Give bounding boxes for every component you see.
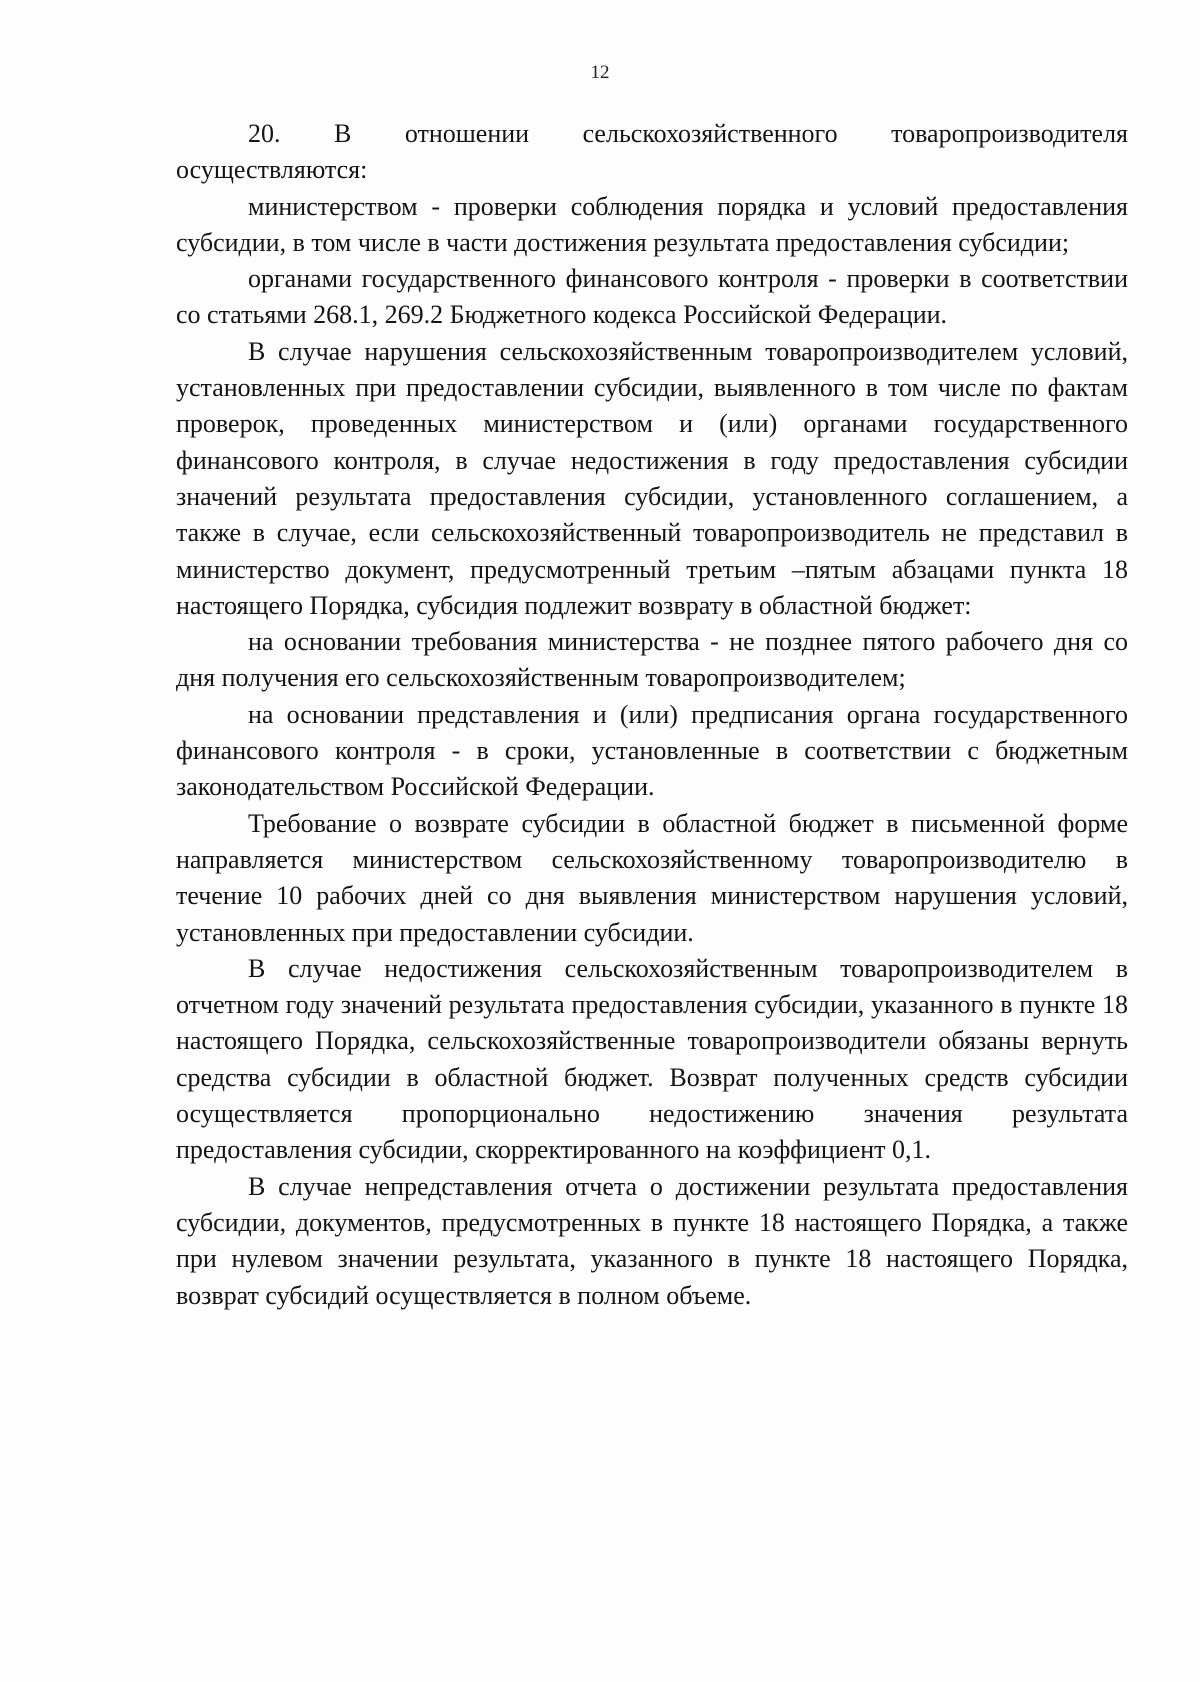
paragraph-underachievement: В случае недостижения сельскохозяйственным товаропроизводителем в отчетном году значений результата предоставления субсидии, указанного в пункте 18 настоящего Порядка, сельскохозяйственные товаропроизводители обязаны вернуть средства субсидии в областной бюджет. Возврат полученных средств субсидии осуществляется пропорционально недостижению значения результата предоставления субсидии, скорректированного на коэффициент 0,1.: [176, 953, 1128, 1165]
paragraph-control-order: на основании представления и (или) предписания органа государственного финансового контроля - в сроки, установленные в соответствии с бюджетным законодательством Российской Федерации.: [176, 699, 1128, 802]
paragraph-item-20: 20. В отношении сельскохозяйственного товаропроизводителя осуществляются:: [176, 119, 1128, 185]
document-body: [176, 116, 1128, 1314]
paragraph-written-requirement: Требование о возврате субсидии в областной бюджет в письменной форме направляется министерством сельскохозяйственному товаропроизводителю в течение 10 рабочих дней со дня выявления министерством нарушения условий, установленных при предоставлении субсидии.: [176, 808, 1128, 947]
paragraph-violation-return: В случае нарушения сельскохозяйственным товаропроизводителем условий, установленных при предоставлении субсидии, выявленного в том числе по фактам проверок, проведенных министерством и (или) органами государственного финансового контроля, в случае недостижения в году предоставления субсидии значений результата предоставления субсидии, установленного соглашением, а также в случае, если сельскохозяйственный товаропроизводитель не представил в министерство документ, предусмотренный третьим –пятым абзацами пункта 18 настоящего Порядка, субсидия подлежит возврату в областной бюджет:: [176, 336, 1128, 620]
paragraph-full-return: В случае непредставления отчета о достижении результата предоставления субсидии, документов, предусмотренных в пункте 18 настоящего Порядка, а также при нулевом значении результата, указанного в пункте 18 настоящего Порядка, возврат субсидий осуществляется в полном объеме.: [176, 1171, 1128, 1310]
paragraph-ministry-checks: министерством - проверки соблюдения порядка и условий предоставления субсидии, в том числе в части достижения результата предоставления субсидии;: [176, 191, 1128, 257]
paragraph-financial-control-checks: органами государственного финансового контроля - проверки в соответствии со статьями 268.1, 269.2 Бюджетного кодекса Российской Федерации.: [176, 264, 1128, 330]
paragraph-ministry-requirement: на основании требования министерства - не позднее пятого рабочего дня со дня получения его сельскохозяйственным товаропроизводителем;: [176, 627, 1128, 693]
page-number: 12: [590, 62, 610, 83]
